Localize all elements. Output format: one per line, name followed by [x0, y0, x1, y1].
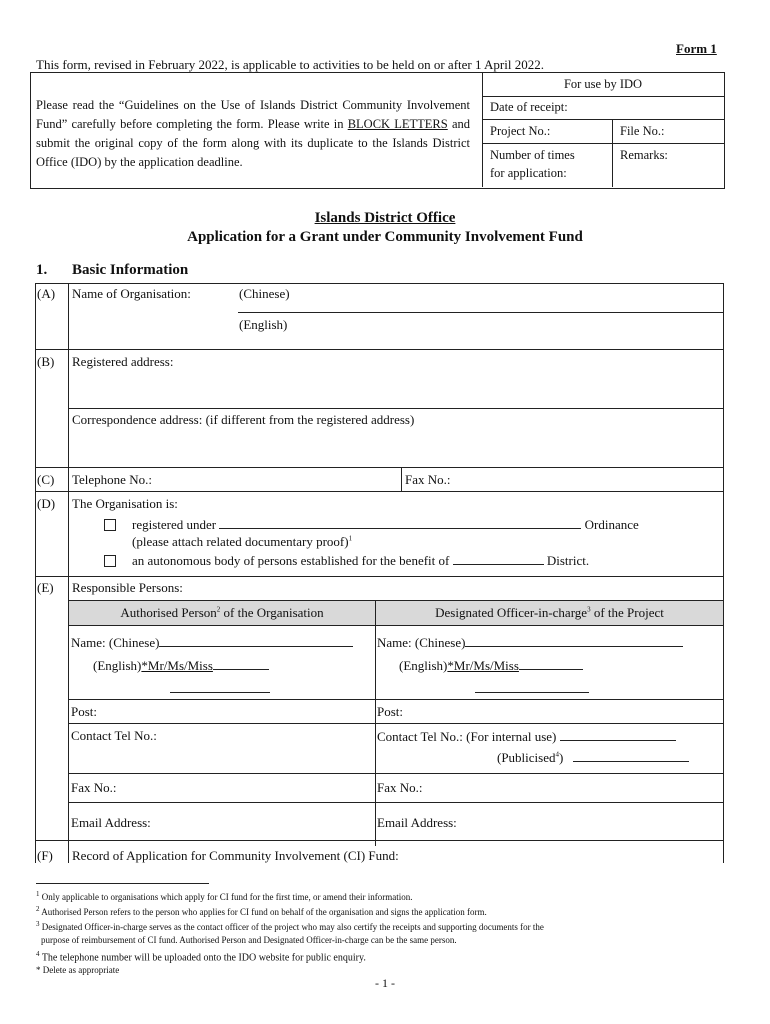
- correspondence-address-label: Correspondence address: (if different from the registered address): [72, 412, 415, 427]
- do-contact-tel-publicised: (Publicised$^4$): [497, 749, 689, 766]
- telephone-label: Telephone No.:: [72, 472, 152, 487]
- form-number: Form 1: [676, 41, 717, 56]
- do-name-english-field[interactable]: [519, 657, 583, 670]
- ap-post-label: Post:: [71, 704, 98, 719]
- instructions-text: Please read the “Guidelines on the Use of Islands District Community Involvement Fund” carefully before completing the form. Please write in BLOCK LETTERS and submit the original copy of the form along with its duplicate to the Islands District Office (IDO) by the application deadline.: [36, 98, 470, 169]
- do-fax-label: Fax No.:: [377, 780, 423, 795]
- org-name-chinese-field[interactable]: [238, 312, 724, 313]
- page-number: - 1 -: [375, 976, 395, 990]
- do-post-label: Post:: [377, 704, 404, 719]
- authorised-person-header: Authorised Person$^2$ of the Organisation: [120, 605, 324, 620]
- form-title: Application for a Grant under Community Involvement Fund: [187, 229, 583, 245]
- do-tel-publicised-field[interactable]: [573, 749, 689, 762]
- row-e-label: (E): [37, 580, 54, 595]
- fax-label: Fax No.:: [405, 472, 451, 487]
- row-c-label: (C): [37, 472, 55, 487]
- correspondence-address-field[interactable]: [35, 467, 724, 468]
- ordinance-field[interactable]: [219, 516, 581, 529]
- ci-fund-record-label: Record of Application for Community Involvement (CI) Fund:: [72, 848, 399, 863]
- registered-address-label: Registered address:: [72, 354, 174, 369]
- do-name-chinese-field[interactable]: [465, 634, 683, 647]
- ap-name-english: (English)*Mr/Ms/Miss: [93, 657, 269, 674]
- registered-checkbox[interactable]: [104, 519, 116, 531]
- do-email-label: Email Address:: [377, 815, 457, 830]
- remarks-label: Remarks:: [620, 148, 668, 162]
- do-contact-tel-internal: Contact Tel No.: (For internal use): [377, 728, 676, 745]
- do-tel-internal-field[interactable]: [560, 728, 676, 741]
- block-letters: BLOCK LETTERS: [347, 117, 448, 131]
- row-f-label: (F): [37, 848, 53, 863]
- number-of-times-label-2: for application:: [490, 166, 567, 180]
- number-of-times-label: Number of times: [490, 148, 575, 162]
- org-name-label: Name of Organisation:: [72, 286, 191, 301]
- date-of-receipt-label: Date of receipt:: [490, 100, 568, 114]
- footnote-2: $^2$ Authorised Person refers to the person who applies for CI fund on behalf of the organisation and signs the application form.: [36, 905, 487, 917]
- revision-note: This form, revised in February 2022, is applicable to activities to be held on or after 1 April 2022.: [36, 57, 544, 72]
- row-a-label: (A): [37, 286, 56, 301]
- ap-name-chinese: Name: (Chinese): [71, 634, 353, 651]
- ap-contact-tel-label: Contact Tel No.:: [71, 728, 157, 743]
- footnote-3-cont: purpose of reimbursement of CI fund. Authorised Person and Designated Officer-in-charge can be the same person.: [41, 935, 457, 945]
- option-autonomous: an autonomous body of persons established for the benefit of District.: [132, 553, 590, 568]
- ap-name-chinese-field[interactable]: [159, 634, 353, 647]
- documentary-proof-note: (please attach related documentary proof)$^1$: [132, 534, 353, 549]
- row-b-label: (B): [37, 354, 55, 369]
- ap-name-english-field[interactable]: [213, 657, 269, 670]
- option-registered: registered under Ordinance: [132, 517, 639, 532]
- delete-as-appropriate-note: * Delete as appropriate: [36, 965, 120, 975]
- file-no-label: File No.:: [620, 124, 665, 138]
- section-number: 1.: [36, 262, 48, 278]
- footnote-3: $^3$ Designated Officer-in-charge serves as the contact officer of the project who may also certify the receipts and supporting documents for the: [36, 920, 544, 932]
- registered-address-field[interactable]: [68, 408, 724, 409]
- responsible-persons-label: Responsible Persons:: [72, 580, 183, 595]
- footnote-1: $^1$ Only applicable to organisations which apply for CI fund for the first time, or amend their information.: [36, 890, 413, 902]
- footnote-4: $^4$ The telephone number will be uploaded onto the IDO website for public enquiry.: [36, 950, 366, 964]
- section-heading: Basic Information: [72, 262, 189, 278]
- do-name-english: (English)*Mr/Ms/Miss: [399, 657, 583, 674]
- row-d-label: (D): [37, 496, 56, 511]
- district-field[interactable]: [453, 552, 544, 565]
- ap-name-english-field-2[interactable]: [170, 692, 270, 693]
- do-name-chinese: Name: (Chinese): [377, 634, 683, 651]
- ap-email-label: Email Address:: [71, 815, 151, 830]
- ap-fax-label: Fax No.:: [71, 780, 117, 795]
- org-name-chinese-label: (Chinese): [239, 286, 290, 301]
- organisation-is-label: The Organisation is:: [72, 496, 178, 511]
- project-no-label: Project No.:: [490, 124, 551, 138]
- designated-officer-header: Designated Officer-in-charge$^3$ of the Project: [435, 605, 664, 620]
- org-name-english-label: (English): [239, 317, 288, 332]
- autonomous-body-checkbox[interactable]: [104, 555, 116, 567]
- office-title: Islands District Office: [314, 210, 456, 226]
- office-use-header: For use by IDO: [563, 77, 643, 91]
- do-name-english-field-2[interactable]: [475, 692, 589, 693]
